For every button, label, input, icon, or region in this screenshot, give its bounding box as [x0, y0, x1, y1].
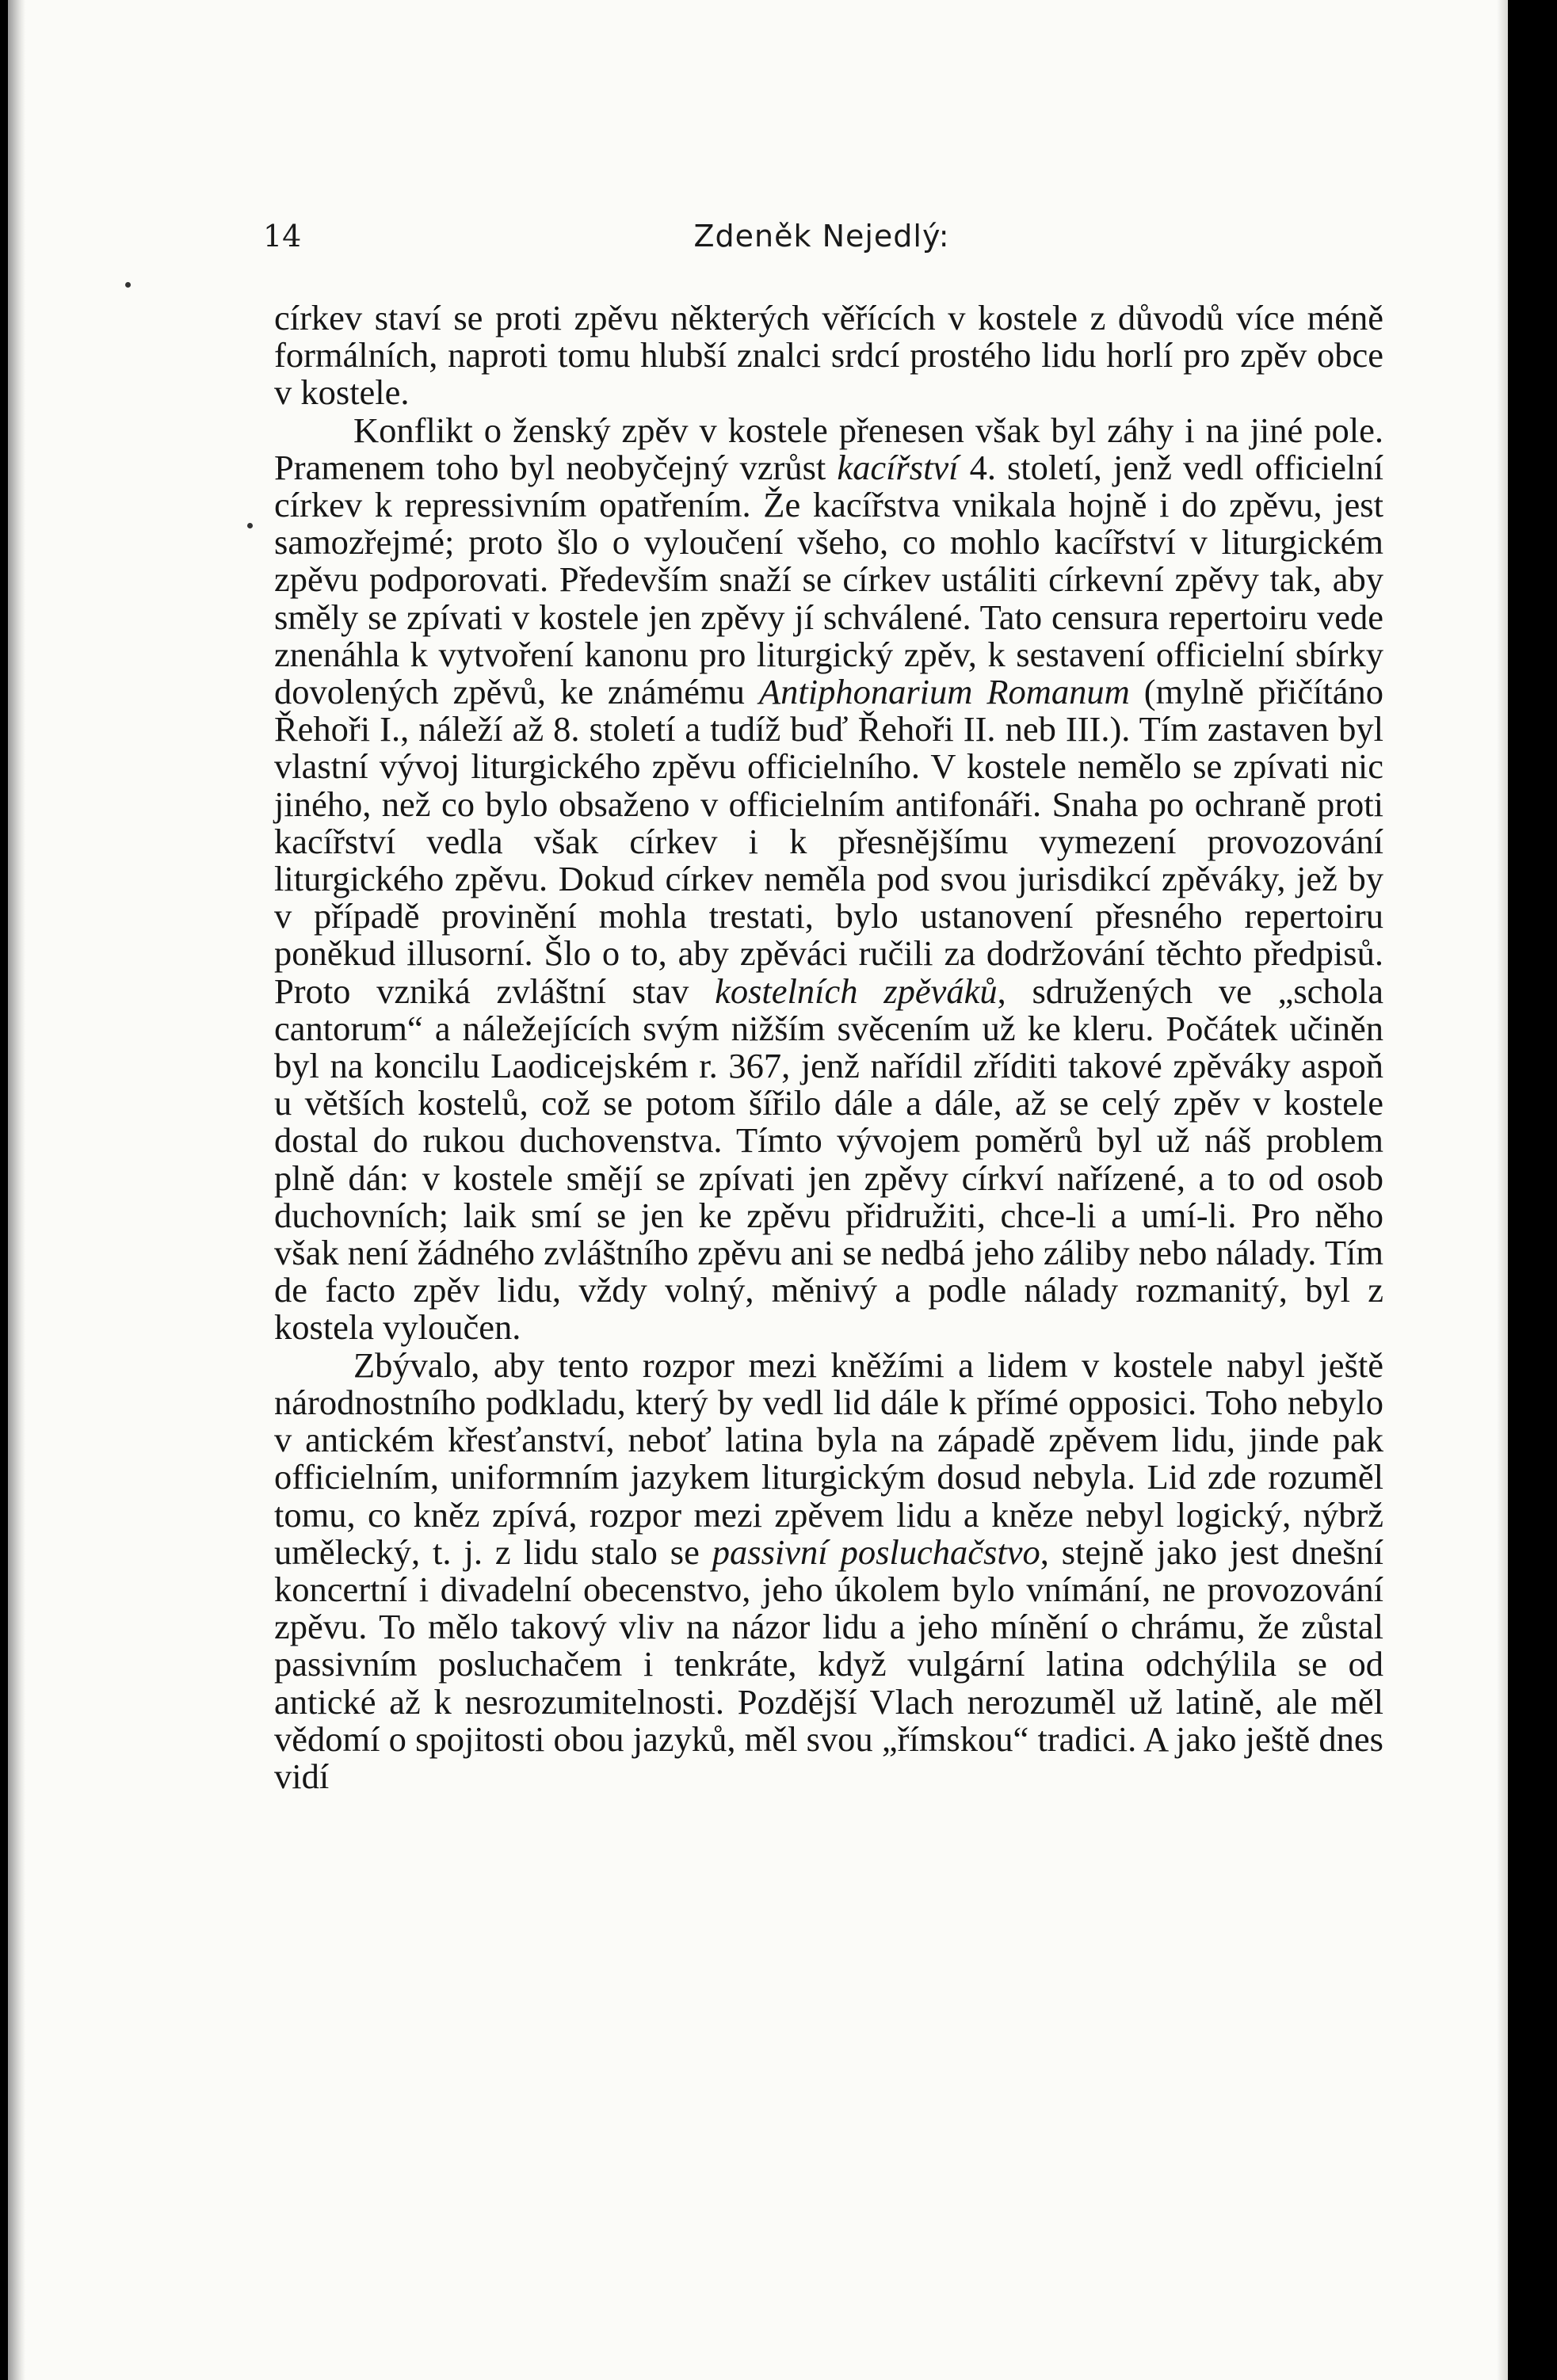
margin-dot	[247, 523, 253, 528]
italic-term: kacířství	[837, 447, 959, 487]
book-page	[8, 0, 1508, 2380]
text-run: 4. století, jenž vedl officielní církev k repressivním opatřením. Že kacířstva vnikala hojně i do zpěvu, jest samozřejmé; proto šlo o vyloučení všeho, co mohlo kacířství v liturgickém zpěvu podporovati. Především snaží se církev ustáliti církevní zpěvy tak, aby směly se zpívati v kostele jen zpěvy jí schválené. Tato censura repertoiru vede znenáhla k vytvoření kanonu pro liturgický zpěv, k sestavení officielní sbírky dovolených zpěvů, ke známému	[274, 447, 1383, 712]
text-run: církev staví se proti zpěvu některých věřících v kostele z důvodů více méně formálních, naproti tomu hlubší znalci srdcí prostého lidu horlí pro zpěv obce v kostele.	[274, 298, 1383, 413]
page-number: 14	[263, 219, 302, 254]
running-head: Zdeněk Nejedlý:	[693, 219, 950, 254]
text-run: Konflikt o ženský zpěv v kostele přenesen však byl záhy i na jiné pole. Pramenem toho byl neobyčejný vzrůst	[274, 410, 1383, 487]
italic-term: Antiphonarium Romanum	[758, 672, 1130, 712]
text-run: , stejně jako jest dnešní koncertní i divadelní obecenstvo, jeho úkolem bylo vnímání, ne provozování zpěvu. To mělo takový vliv na názor lidu a jeho mínění o chrámu, že zůstal passivním posluchačem i tenkráte, když vulgární latina odchýlila se od antické až k nesrozumitelnosti. Pozdější Vlach nerozuměl už latině, ale měl vědomí o spojitosti obou jazyků, měl svou „římskou“ tradici. A jako ještě dnes vidí	[274, 1531, 1384, 1796]
paragraph-1	[274, 299, 1383, 412]
italic-term: kostelních zpěváků	[715, 971, 998, 1011]
paragraph-2	[274, 412, 1383, 1347]
paragraph-3	[274, 1344, 1384, 1796]
page-header	[263, 219, 1380, 266]
text-run: Zbývalo, aby tento rozpor mezi kněžími a lidem v kostele nabyl ještě národnostního podkladu, který by vedl lid dále k přímé opposici. Toho nebylo v antickém křesťanství, neboť latina byla na západě zpěvem lidu, jinde pak officielním, uniformním jazykem liturgickým dosud nebyla. Lid zde rozuměl tomu, co kněz zpívá, rozpor mezi zpěvem lidu a kněze nebyl logický, nýbrž umělecký, t. j. z lidu stalo se	[274, 1344, 1383, 1572]
text-run: , sdružených ve „schola cantorum“ a náležejících svým nižším svěcením už ke kleru. Počátek učiněn byl na koncilu Laodicejském r. 367, jenž nařídil zříditi takové zpěváky aspoň u větších kostelů, což se potom šířilo dále a dále, až se celý zpěv v kostele dostal do rukou duchovenstva. Tímto vývojem poměrů byl už náš problem plně dán: v kostele smějí se zpívati jen zpěvy církví nařízené, a to od osob duchovních; laik smí se jen ke zpěvu přidružiti, chce-li a umí-li. Pro něho však není žádného zvláštního zpěvu ani se nedbá jeho záliby nebo nálady. Tím de facto zpěv lidu, vždy volný, měnivý a podle nálady rozmanitý, byl z kostela vyloučen.	[274, 971, 1384, 1348]
page-gutter-shadow	[8, 0, 25, 2380]
text-run: (mylně přičítáno Řehoři I., náleží až 8. století a tudíž buď Řehoři II. neb III.). Tím zastaven byl vlastní vývoj liturgického zpěvu officielního. V kostele nemělo se zpívati nic jiného, než co bylo obsaženo v officielním antifonáři. Snaha po ochraně proti kacířství vedla však církev i k přesnějšímu vymezení provozování liturgického zpěvu. Dokud církev neměla pod svou jurisdikcí zpěváky, jež by v případě provinění mohla trestati, bylo ustanovení přesného repertoiru poněkud illusorní. Šlo o to, aby zpěváci ručili za dodržování těchto předpisů. Proto vzniká zvláštní stav	[274, 672, 1383, 1011]
page-edge	[1497, 0, 1508, 2380]
body-text	[274, 299, 1383, 1795]
margin-dot	[125, 282, 131, 288]
italic-term: passivní posluchačstvo	[712, 1531, 1040, 1572]
